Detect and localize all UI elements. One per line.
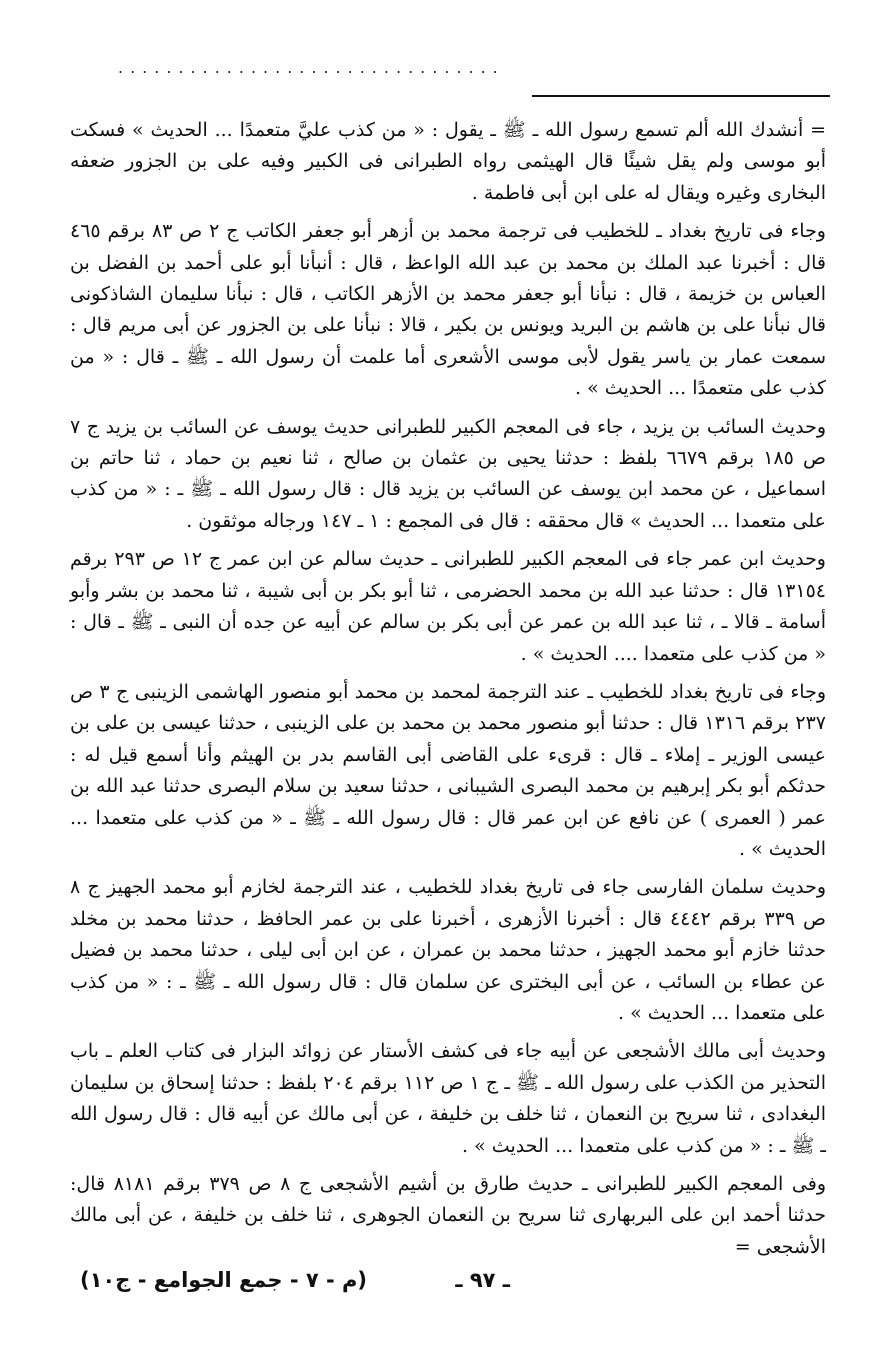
paragraph-5: وجاء فى تاريخ بغداد للخطيب ـ عند الترجمة لمحمد بن محمد أبو منصور الهاشمى الزينبى ج ٣ ص ٢٣٧ برقم ١٣١٦ قال : حدثنا أبو منصور محمد بن محمد بن على الزينبى ، حدثنا عيسى بن على بن عيسى الوزير ـ إملاء ـ قال : قرىء على القاضى أبى القاسم بدر بن الهيثم وأنا أسمع قيل له : حدثكم أبو بكر إبرهيم بن محمد البصرى الشيبانى ، حدثنا سعيد بن سلام البصرى حدثنا عبد الله بن عمر ( العمرى ) عن نافع عن ابن عمر قال : قال رسول الله ـ ﷺ ـ « من كذب على متعمدا ... الحديث » .	[70, 680, 827, 860]
paragraph-6: وحديث سلمان الفارسى جاء فى تاريخ بغداد للخطيب ، عند الترجمة لخازم أبو محمد الجهيز ج ٨ ص ٣٣٩ برقم ٤٤٤٢ قال : أخبرنا الأزهرى ، أخبرنا على بن عمر الحافظ ، حدثنا محمد بن مخلد حدثنا خازم أبو محمد الجهيز ، حدثنا محمد بن عمران ، عن ابن أبى ليلى ، حدثنا محمد بن فضيل عن عطاء بن السائب ، عن أبى البخترى عن سلمان قال : قال رسول الله ـ ﷺ ـ : « من كذب على متعمدا ... الحديث » .	[70, 876, 826, 1024]
paragraph-2: وجاء فى تاريخ بغداد ـ للخطيب فى ترجمة محمد بن أزهر أبو جعفر الكاتب ج ٢ ص ٨٣ برقم ٤٦٥ قال : أخبرنا عبد الملك بن محمد بن عبد الله الواعظ ، قال : أنبأنا أبو على أحمد بن الفضل بن العباس بن خزيمة ، قال : نبأنا أبو جعفر محمد بن الأزهر الكاتب ، قال : نبأنا سليمان الشاذكونى قال نبأنا على بن هاشم بن البريد ويونس بن بكير ، قالا : نبأنا على بن الجزور عن أبى مريم قال : سمعت عمار بن ياسر يقول لأبى موسى الأشعرى أما علمت أن رسول الله ـ ﷺ ـ قال : « من كذب على متعمدًا ... الحديث » .	[70, 220, 826, 400]
page-number: ـ ٩٧ ـ	[455, 1268, 510, 1292]
paragraph-1: = أنشدك الله ألم تسمع رسول الله ـ ﷺ ـ يقول : « من كذب عليَّ متعمدًا ... الحديث » فسكت أبو موسى ولم يقل شيئًا قال الهيثمى رواه الطبرانى فى الكبير وفيه على بن الجزور ضعفه البخارى وغيره ويقال له على ابن أبى فاطمة .	[70, 119, 826, 204]
paragraph-3: وحديث السائب بن يزيد ، جاء فى المعجم الكبير للطبرانى حديث يوسف عن السائب بن يزيد ج ٧ ص ١٨٥ برقم ٦٦٧٩ بلفظ : حدثنا يحيى بن عثمان بن صالح ، ثنا نعيم بن حماد ، ثنا حاتم بن اسماعيل ، عن محمد ابن يوسف عن السائب بن يزيد قال : قال رسول الله ـ ﷺ ـ : « من كذب على متعمدا ... الحديث » قال محققه : قال فى المجمع : ١ ـ ١٤٧ ورجاله موثقون .	[70, 415, 827, 532]
paragraph-7: وحديث أبى مالك الأشجعى عن أبيه جاء فى كشف الأستار عن زوائد البزار فى كتاب العلم ـ باب التحذير من الكذب على رسول الله ـ ﷺ ـ ج ١ ص ١١٢ برقم ٢٠٤ بلفظ : حدثنا إسحاق بن سليمان البغدادى ، ثنا سريح بن النعمان ، ثنا خلف بن خليفة ، عن أبى مالك عن أبيه قال : قال رسول الله ـ ﷺ ـ : « من كذب على متعمدا ... الحديث » .	[70, 1040, 827, 1157]
footnote-rule	[532, 95, 830, 97]
main-text	[70, 115, 826, 1270]
volume-reference: (م - ٧ - جمع الجوامع - ج١٠)	[80, 1268, 368, 1292]
paragraph-4: وحديث ابن عمر جاء فى المعجم الكبير للطبرانى ـ حديث سالم عن ابن عمر ج ١٢ ص ٢٩٣ برقم ١٣١٥٤ قال : حدثنا عبد الله بن محمد الحضرمى ، ثنا أبو بكر بن أبى شيبة ، ثنا محمد بن بشر وأبو أسامة ـ قالا ـ ، ثنا عبد الله بن عمر عن أبى بكر بن سالم عن أبيه عن جده أن النبى ـ ﷺ ـ قال : « من كذب على متعمدا .... الحديث » .	[70, 548, 826, 665]
header-dots: ................................	[118, 58, 505, 77]
paragraph-8: وفى المعجم الكبير للطبرانى ـ حديث طارق بن أشيم الأشجعى ج ٨ ص ٣٧٩ برقم ٨١٨١ قال: حدثنا أحمد ابن على البربهارى ثنا سريح بن النعمان الجوهرى ، ثنا خلف بن خليفة ، عن أبى مالك الأشجعى =	[70, 1173, 827, 1258]
